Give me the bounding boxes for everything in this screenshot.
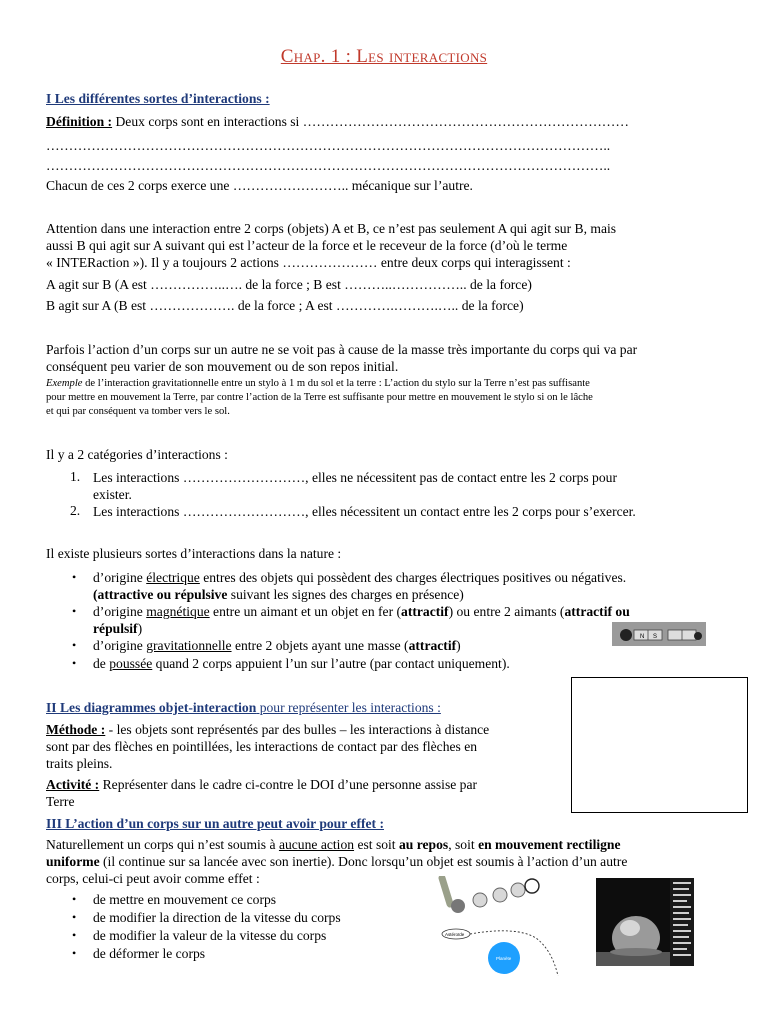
poussee-line: de poussée quand 2 corps appuient l’un sur l’autre (par contact uniquement).: [93, 656, 510, 671]
asteroid-label: Astéroïde: [445, 932, 465, 937]
section2-heading: II Les diagrammes objet-interaction pour représenter les interactions :: [46, 700, 441, 715]
exemple-line-1: [46, 377, 590, 390]
naturellement-line-2: uniforme (il continue sur sa lancée avec son inertie). Donc lorsqu’un objet est soumis à l’action d’un autre: [46, 854, 628, 869]
section1-heading: I Les différentes sortes d’interactions :: [46, 91, 270, 106]
gravitationnelle-line: d’origine gravitationnelle entre 2 objets ayant une masse (attractif): [93, 638, 461, 653]
magnets-illustration: [612, 622, 706, 646]
attention-line-1: Attention dans une interaction entre 2 corps (objets) A et B, ce n’est pas seulement A qui agit sur B, mais: [46, 221, 617, 236]
ball-motion-illustration: [436, 876, 566, 976]
parfois-line-2: conséquent peu varier de son mouvement ou de son repos initial.: [46, 359, 399, 374]
definition-text: Deux corps sont en interactions si ………………………………………………………………: [112, 114, 629, 129]
bullet-dot: •: [72, 928, 77, 942]
effect-list-item: de mettre en mouvement ce corps: [93, 892, 277, 907]
magnet-s-label: S: [653, 634, 658, 640]
exemple-label: Exemple: [46, 378, 83, 389]
effect-list-item: de déformer le corps: [93, 946, 206, 961]
bullet-dot: •: [72, 656, 77, 670]
cat1-number: 1.: [70, 469, 81, 484]
bullet-dot: •: [72, 604, 77, 618]
methode-line-1: Méthode : - les objets sont représentés par des bulles – les interactions à distance: [46, 722, 490, 737]
cat2-number: 2.: [70, 503, 81, 518]
bullet-dot: •: [72, 570, 77, 584]
bullet-dot: •: [72, 946, 77, 960]
exemple-line-2: pour mettre en mouvement la Terre, par contre l’action de la Terre est suffisante pour mettre en mouvement le stylo si on le lâche: [46, 392, 593, 403]
attention-line-3: « INTERaction »). Il y a toujours 2 actions ………………… entre deux corps qui interagissent :: [46, 255, 571, 270]
cat1-line-2: exister.: [93, 487, 132, 502]
page-title: Chap. 1 : Les interactions: [280, 46, 488, 67]
activite-line-2: Terre: [46, 794, 75, 809]
section3-heading: III L’action d’un corps sur un autre peut avoir pour effet :: [46, 816, 384, 831]
dots-line-2: ……………………………………………………………………………………………………………..: [46, 158, 611, 173]
definition-label: Définition :: [46, 114, 113, 129]
naturellement-line-1: Naturellement un corps qui n’est soumis à aucune action est soit au repos, soit en mouvement rectiligne: [46, 837, 621, 852]
cat1-line-1: Les interactions ………………………, elles ne nécessitent pas de contact entre les 2 corps pour: [93, 470, 617, 485]
electrique-line-1: d’origine électrique entres des objets qui possèdent des charges électriques positives ou négatives.: [93, 570, 627, 585]
parfois-line-1: Parfois l’action d’un corps sur un autre ne se voit pas à cause de la masse très importante du corps qui va par: [46, 342, 638, 357]
attention-line-2: aussi B qui agit sur A suivant qui est l’acteur de la force et le receveur de la force (d’où le terme: [46, 238, 568, 253]
sortes-intro: Il existe plusieurs sortes d’interactions dans la nature :: [46, 546, 342, 561]
dots-line-1: ……………………………………………………………………………………………………………..: [46, 138, 611, 153]
magnetique-line-1: d’origine magnétique entre un aimant et un objet en fer (attractif) ou entre 2 aimants (attractif ou: [93, 604, 630, 619]
bullet-dot: •: [72, 638, 77, 652]
b-agit-line: B agit sur A (B est ………………. de la force ; A est ………….……….….. de la force): [46, 298, 524, 313]
bullet-dot: •: [72, 892, 77, 906]
categories-intro: Il y a 2 catégories d’interactions :: [46, 447, 228, 462]
definition-line: [46, 113, 629, 130]
a-agit-line: A agit sur B (A est ……………..…. de la force ; B est ………..…………….. de la force): [46, 277, 532, 292]
effect-list-item: de modifier la valeur de la vitesse du corps: [93, 928, 327, 943]
ball-deformation-photo: [596, 878, 694, 966]
bullet-dot: •: [72, 910, 77, 924]
electrique-line-2: (attractive ou répulsive suivant les signes des charges en présence): [93, 587, 464, 602]
methode-line-2: sont par des flèches en pointillées, les interactions de contact par des flèches en: [46, 739, 478, 754]
magnetique-line-2: répulsif): [93, 621, 143, 636]
activite-line-1: Activité : Représenter dans le cadre ci-contre le DOI d’une personne assise par: [46, 777, 478, 792]
exemple-line-3: et qui par conséquent va tomber vers le sol.: [46, 406, 230, 417]
planet-label: Planète: [496, 956, 512, 961]
effect-list-item: de modifier la direction de la vitesse du corps: [93, 910, 341, 925]
doi-answer-frame[interactable]: [571, 677, 748, 813]
naturellement-line-3: corps, celui-ci peut avoir comme effet :: [46, 871, 260, 886]
exemple-text-1: de l’interaction gravitationnelle entre un stylo à 1 m du sol et la terre : L’action du stylo sur la Terre n’est pas suffisante: [82, 378, 590, 389]
methode-line-3: traits pleins.: [46, 756, 113, 771]
magnet-n-label: N: [640, 634, 645, 640]
cat2-line-1: Les interactions ………………………, elles nécessitent un contact entre les 2 corps pour s’exercer.: [93, 504, 636, 519]
chacun-line: Chacun de ces 2 corps exerce une …………………….. mécanique sur l’autre.: [46, 178, 473, 193]
